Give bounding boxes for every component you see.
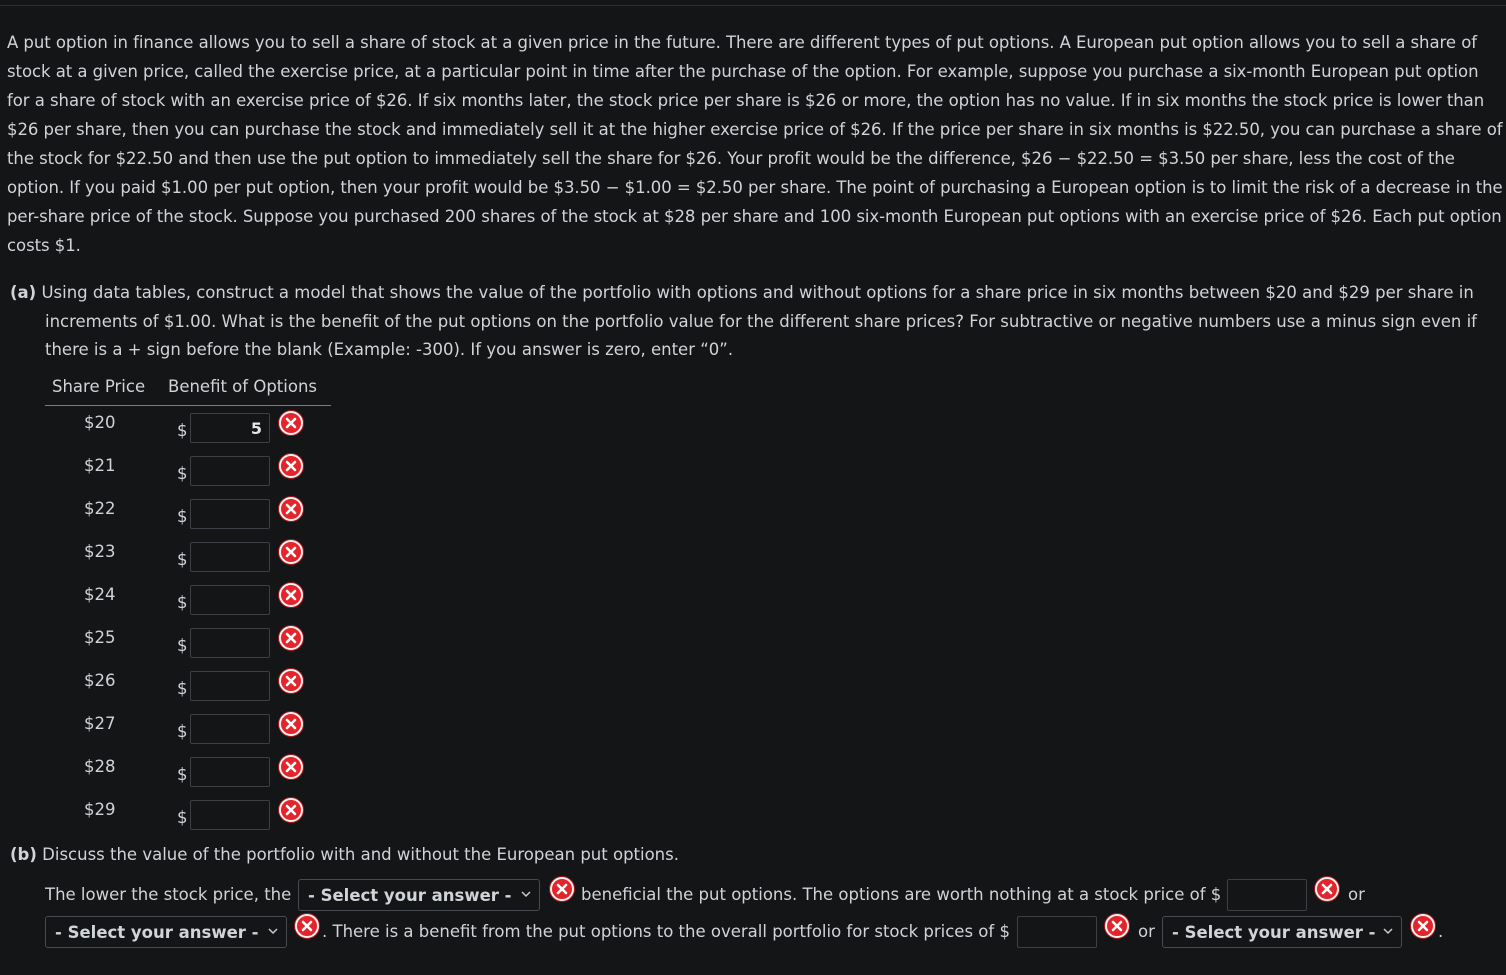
benefit-input[interactable] [190, 757, 270, 787]
share-price-cell: $22 [84, 499, 116, 518]
benefit-input[interactable] [190, 800, 270, 830]
col-header-share-price: Share Price [52, 377, 146, 396]
part-b-text: Discuss the value of the portfolio with and without the European put options. [42, 845, 679, 864]
sentence-benefit-range: . There is a benefit from the put options to the overall portfolio for stock prices of $ [322, 922, 1010, 941]
share-price-cell: $26 [84, 671, 116, 690]
currency-symbol: $ [177, 593, 188, 612]
table-row [0, 456, 340, 496]
benefit-input[interactable] [190, 585, 270, 615]
share-price-cell: $20 [84, 413, 116, 432]
x-circle-icon [279, 626, 303, 650]
currency-symbol: $ [177, 550, 188, 569]
col-header-benefit: Benefit of Options [168, 377, 317, 396]
benefit-input[interactable] [190, 671, 270, 701]
benefit-input[interactable] [190, 542, 270, 572]
x-circle-icon [279, 583, 303, 607]
benefit-input[interactable] [190, 628, 270, 658]
currency-symbol: $ [177, 421, 188, 440]
benefit-input[interactable]: 5 [190, 413, 270, 443]
x-circle-icon [1105, 914, 1129, 938]
benefit-input[interactable] [190, 499, 270, 529]
currency-symbol: $ [177, 507, 188, 526]
share-price-cell: $21 [84, 456, 116, 475]
final-period: . [1438, 922, 1444, 941]
sentence-worth-nothing: beneficial the put options. The options are worth nothing at a stock price of $ [581, 885, 1222, 904]
table-row [0, 757, 340, 797]
share-price-cell: $28 [84, 757, 116, 776]
currency-symbol: $ [177, 722, 188, 741]
x-circle-icon [550, 877, 574, 901]
currency-symbol: $ [177, 765, 188, 784]
x-circle-icon [279, 411, 303, 435]
select-beneficial[interactable] [298, 879, 540, 911]
part-b-line-1 [45, 879, 1505, 913]
currency-symbol: $ [177, 808, 188, 827]
chevron-down-icon [521, 889, 531, 899]
x-circle-icon [279, 669, 303, 693]
x-circle-icon [295, 914, 319, 938]
input-benefit-price[interactable] [1017, 916, 1097, 948]
share-price-cell: $25 [84, 628, 116, 647]
part-a-question [10, 279, 1500, 365]
share-price-cell: $27 [84, 714, 116, 733]
input-worth-nothing-price[interactable] [1227, 879, 1307, 911]
currency-symbol: $ [177, 464, 188, 483]
x-circle-icon [1315, 877, 1339, 901]
top-divider [0, 5, 1506, 6]
currency-symbol: $ [177, 636, 188, 655]
table-row [0, 800, 340, 840]
part-b-line-2 [45, 916, 1505, 950]
benefit-input[interactable] [190, 714, 270, 744]
part-a-text: Using data tables, construct a model that shows the value of the portfolio with options and without options for a share price in six months between $20 and $29 per share in increments of $1.00. What is the benefit of the put options on the portfolio value for the different share prices? For subtractive or negative numbers use a minus sign even if there is a + sign before the blank (Example: -300). If you answer is zero, enter “0”. [41, 283, 1477, 359]
table-row [0, 671, 340, 711]
table-row [0, 714, 340, 754]
x-circle-icon [279, 798, 303, 822]
table-row [0, 542, 340, 582]
select-price-range-label: - Select your answer - [55, 923, 259, 942]
x-circle-icon [1411, 914, 1435, 938]
table-row [0, 628, 340, 668]
chevron-down-icon [1383, 926, 1393, 936]
select-benefit-range-label: - Select your answer - [1172, 923, 1376, 942]
currency-symbol: $ [177, 679, 188, 698]
select-price-range[interactable] [45, 916, 287, 948]
select-beneficial-label: - Select your answer - [308, 886, 512, 905]
benefit-input[interactable] [190, 456, 270, 486]
sentence-lower-price: The lower the stock price, the [45, 885, 292, 904]
part-a-label: (a) [10, 283, 37, 302]
share-price-cell: $29 [84, 800, 116, 819]
word-or-1: or [1348, 885, 1365, 904]
table-row [0, 413, 340, 453]
select-benefit-range[interactable] [1162, 916, 1402, 948]
table-row [0, 499, 340, 539]
x-circle-icon [279, 712, 303, 736]
share-price-cell: $24 [84, 585, 116, 604]
word-or-2: or [1138, 922, 1155, 941]
table-row [0, 585, 340, 625]
x-circle-icon [279, 540, 303, 564]
header-rule [45, 405, 331, 406]
part-b-label: (b) [10, 845, 37, 864]
x-circle-icon [279, 497, 303, 521]
problem-intro: A put option in finance allows you to sell a share of stock at a given price in the future. There are different types of put options. A European put option allows you to sell a share of stock at a given price, called the exercise price, at a particular point in time after the purchase of the option. For example, suppose you purchase a six-month European put option for a share of stock with an exercise price of $26. If six months later, the stock price per share is $26 or more, the option has no value. If in six months the stock price is lower than $26 per share, then you can purchase the stock and immediately sell it at the higher exercise price of $26. If the price per share in six months is $22.50, you can purchase a share of the stock for $22.50 and then use the put option to immediately sell the share for $26. Your profit would be the difference, $26 − $22.50 = $3.50 per share, less the cost of the option. If you paid $1.00 per put option, then your profit would be $3.50 − $1.00 = $2.50 per share. The point of purchasing a European option is to limit the risk of a decrease in the per-share price of the stock. Suppose you purchased 200 shares of the stock at $28 per share and 100 six-month European put options with an exercise price of $26. Each put option costs $1. [7, 33, 1503, 255]
x-circle-icon [279, 454, 303, 478]
part-b-question [10, 841, 679, 870]
x-circle-icon [279, 755, 303, 779]
share-price-cell: $23 [84, 542, 116, 561]
chevron-down-icon [268, 926, 278, 936]
